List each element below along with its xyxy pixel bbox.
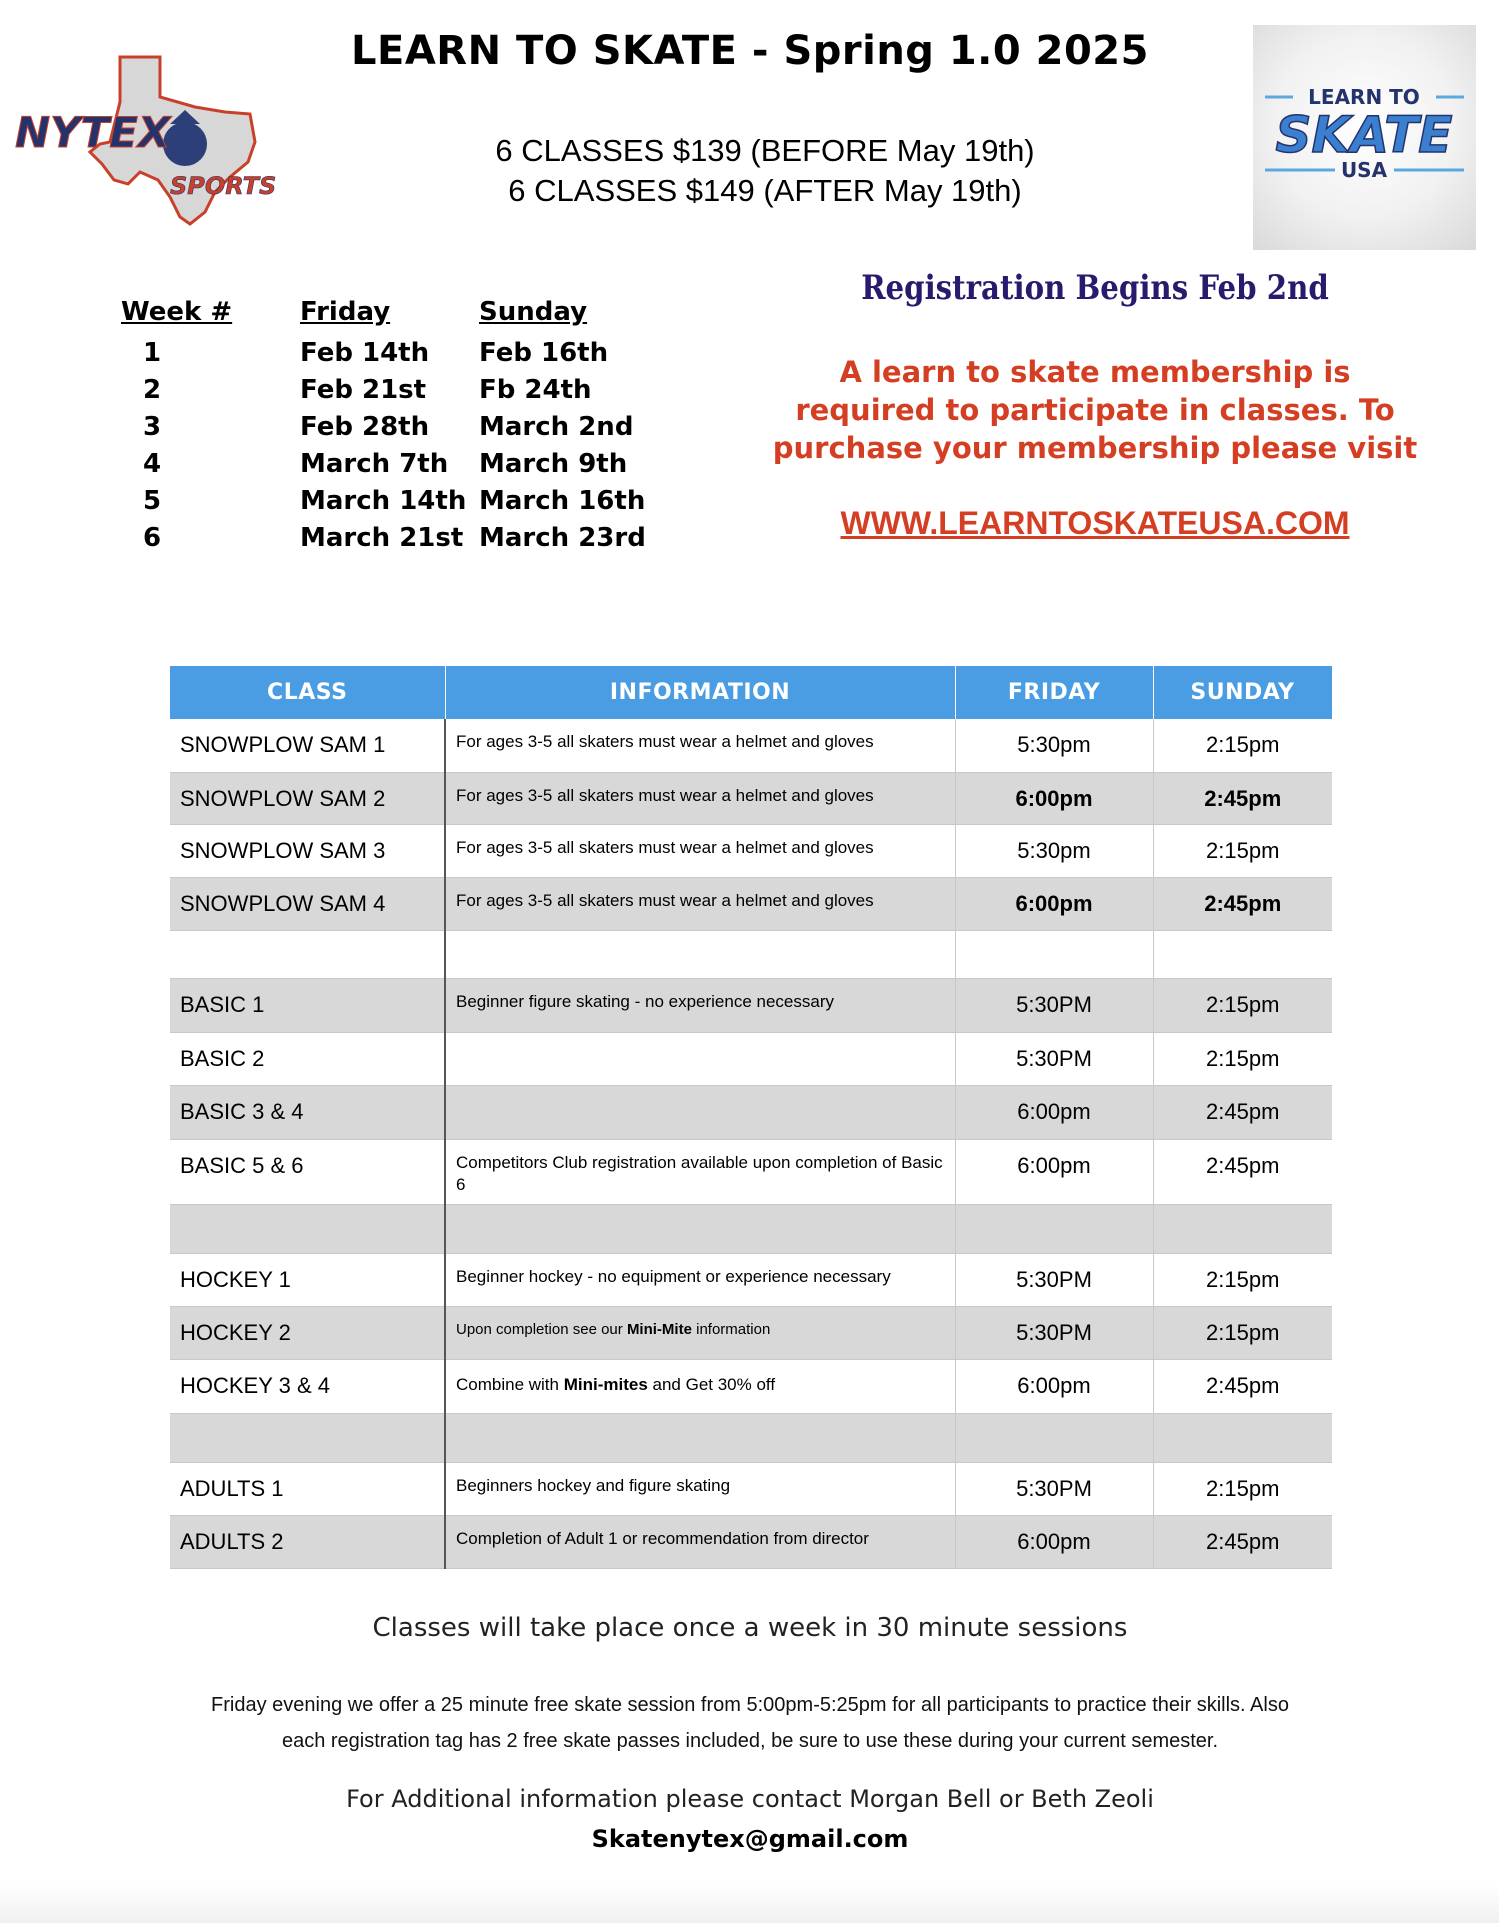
- lts-logo-mid-text: SKATE: [1275, 106, 1453, 164]
- membership-notice: [755, 353, 1435, 467]
- class-info: Beginner figure skating - no experience necessary: [445, 978, 955, 1032]
- class-name: ADULTS 1: [170, 1462, 445, 1515]
- friday-header: Friday: [300, 297, 391, 327]
- sunday-time: 2:15pm: [1153, 978, 1332, 1032]
- nytex-logo-text: NYTEX: [15, 108, 171, 157]
- friday-time: 6:00pm: [955, 1139, 1153, 1204]
- week-number: 3: [142, 412, 162, 442]
- friday-time: 5:30pm: [955, 719, 1153, 772]
- membership-line: purchase your membership please visit: [772, 431, 1418, 465]
- friday-time: 6:00pm: [955, 1359, 1153, 1413]
- table-row: [170, 719, 1332, 772]
- sunday-time: 2:45pm: [1153, 877, 1332, 930]
- sunday-time: 2:45pm: [1153, 1085, 1332, 1139]
- sunday-time: 2:15pm: [1153, 1306, 1332, 1359]
- class-name: SNOWPLOW SAM 3: [170, 824, 445, 877]
- contact-note: For Additional information please contact Morgan Bell or Beth Zeoli: [346, 1785, 1154, 1813]
- class-name: BASIC 5 & 6: [170, 1139, 445, 1204]
- free-skate-line: each registration tag has 2 free skate passes included, be sure to use these during your current semester.: [281, 1730, 1219, 1752]
- table-row: [170, 1462, 1332, 1515]
- week-sunday-date: Fb 24th: [479, 375, 592, 405]
- week-number: 6: [142, 523, 162, 553]
- page-title: LEARN TO SKATE - Spring 1.0 2025: [351, 28, 1149, 74]
- friday-time: 6:00pm: [955, 1085, 1153, 1139]
- free-skate-line: Friday evening we offer a 25 minute free skate session from 5:00pm-5:25pm for all participants to practice their skills. Also: [211, 1694, 1289, 1716]
- friday-time: 6:00pm: [955, 877, 1153, 930]
- sunday-time: 2:45pm: [1153, 1139, 1332, 1204]
- sunday-time: 2:15pm: [1153, 1032, 1332, 1085]
- class-info: For ages 3-5 all skaters must wear a helmet and gloves: [445, 877, 955, 930]
- table-row: [170, 1306, 1332, 1359]
- membership-line: A learn to skate membership is: [839, 355, 1351, 389]
- friday-time: 6:00pm: [955, 772, 1153, 824]
- sunday-time: 2:45pm: [1153, 1515, 1332, 1568]
- nytex-sports-logo: [10, 52, 310, 227]
- week-friday-date: March 21st: [300, 523, 464, 553]
- class-info: [445, 1032, 955, 1085]
- friday-time: 5:30PM: [955, 1032, 1153, 1085]
- week-friday-date: Feb 21st: [300, 375, 427, 405]
- lts-logo-bottom-text: USA: [1340, 158, 1388, 182]
- class-name: HOCKEY 3 & 4: [170, 1359, 445, 1413]
- week-number: 2: [142, 375, 162, 405]
- spacer-row: [170, 930, 1332, 978]
- price-before: 6 CLASSES $139 (BEFORE May 19th): [495, 133, 1035, 168]
- class-name: BASIC 3 & 4: [170, 1085, 445, 1139]
- class-info: For ages 3-5 all skaters must wear a helmet and gloves: [445, 719, 955, 772]
- table-row: [170, 1515, 1332, 1568]
- class-info: Competitors Club registration available upon completion of Basic 6: [445, 1139, 955, 1204]
- friday-time: 5:30PM: [955, 1253, 1153, 1306]
- week-friday-date: March 14th: [300, 486, 467, 516]
- class-name: BASIC 1: [170, 978, 445, 1032]
- class-info: [445, 1306, 955, 1359]
- friday-time: 5:30PM: [955, 1462, 1153, 1515]
- class-schedule-table: [170, 666, 1333, 1569]
- table-header-row: [170, 666, 1332, 719]
- sessions-note: Classes will take place once a week in 30 minute sessions: [372, 1613, 1128, 1643]
- info-text: Upon completion see our: [456, 1320, 627, 1338]
- table-row: [170, 1032, 1332, 1085]
- week-sunday-date: March 2nd: [479, 412, 634, 442]
- class-info: [445, 1085, 955, 1139]
- registration-begins: Registration Begins Feb 2nd: [861, 268, 1329, 308]
- class-info: For ages 3-5 all skaters must wear a helmet and gloves: [445, 824, 955, 877]
- week-number: 5: [142, 486, 162, 516]
- class-info: [445, 1359, 955, 1413]
- table-row: [170, 824, 1332, 877]
- sunday-time: 2:45pm: [1153, 772, 1332, 824]
- texas-outline-icon: [10, 52, 310, 227]
- info-text: and Get 30% off: [647, 1374, 776, 1394]
- week-sunday-date: Feb 16th: [479, 338, 609, 368]
- table-row: [170, 877, 1332, 930]
- information-column-header: INFORMATION: [445, 666, 955, 719]
- sunday-time: 2:45pm: [1153, 1359, 1332, 1413]
- contact-email[interactable]: Skatenytex@gmail.com: [591, 1825, 909, 1853]
- sunday-time: 2:15pm: [1153, 719, 1332, 772]
- sunday-time: 2:15pm: [1153, 824, 1332, 877]
- friday-column-header: FRIDAY: [955, 666, 1153, 719]
- price-after: 6 CLASSES $149 (AFTER May 19th): [508, 173, 1022, 208]
- week-friday-date: Feb 14th: [300, 338, 430, 368]
- table-row: [170, 1139, 1332, 1204]
- class-name: SNOWPLOW SAM 4: [170, 877, 445, 930]
- week-number: 4: [142, 449, 162, 479]
- table-row: [170, 978, 1332, 1032]
- table-row: [170, 772, 1332, 824]
- class-name: SNOWPLOW SAM 1: [170, 719, 445, 772]
- friday-time: 6:00pm: [955, 1515, 1153, 1568]
- class-name: HOCKEY 1: [170, 1253, 445, 1306]
- week-sunday-date: March 9th: [479, 449, 628, 479]
- week-friday-date: March 7th: [300, 449, 449, 479]
- sunday-header: Sunday: [479, 297, 588, 327]
- table-row: [170, 1085, 1332, 1139]
- week-number: 1: [142, 338, 162, 368]
- page-bottom-edge: [0, 1885, 1499, 1923]
- friday-time: 5:30pm: [955, 824, 1153, 877]
- sports-logo-text: SPORTS: [170, 172, 277, 200]
- learn-to-skate-usa-logo: [1253, 25, 1476, 250]
- spacer-row: [170, 1204, 1332, 1253]
- class-info: Beginners hockey and figure skating: [445, 1462, 955, 1515]
- friday-time: 5:30PM: [955, 978, 1153, 1032]
- class-name: BASIC 2: [170, 1032, 445, 1085]
- lts-logo-top-text: LEARN TO: [1308, 85, 1420, 109]
- friday-time: 5:30PM: [955, 1306, 1153, 1359]
- week-sunday-date: March 16th: [479, 486, 646, 516]
- info-text: Combine with: [456, 1374, 564, 1394]
- table-row: [170, 1253, 1332, 1306]
- mini-mite-emphasis: Mini-Mite: [626, 1320, 692, 1338]
- class-info: For ages 3-5 all skaters must wear a helmet and gloves: [445, 772, 955, 824]
- spacer-row: [170, 1413, 1332, 1462]
- class-name: SNOWPLOW SAM 2: [170, 772, 445, 824]
- week-sunday-date: March 23rd: [479, 523, 646, 553]
- sunday-time: 2:15pm: [1153, 1462, 1332, 1515]
- class-info: Beginner hockey - no equipment or experience necessary: [445, 1253, 955, 1306]
- week-friday-date: Feb 28th: [300, 412, 430, 442]
- sunday-column-header: SUNDAY: [1153, 666, 1332, 719]
- info-text: information: [691, 1320, 771, 1338]
- table-row: [170, 1359, 1332, 1413]
- class-column-header: CLASS: [170, 666, 445, 719]
- class-info: Completion of Adult 1 or recommendation from director: [445, 1515, 955, 1568]
- membership-line: required to participate in classes. To: [795, 393, 1395, 427]
- class-name: ADULTS 2: [170, 1515, 445, 1568]
- sunday-time: 2:15pm: [1153, 1253, 1332, 1306]
- learn-to-skate-url-link[interactable]: WWW.LEARNTOSKATEUSA.COM: [840, 505, 1350, 541]
- mini-mites-emphasis: Mini-mites: [563, 1374, 648, 1394]
- free-skate-note: [180, 1687, 1320, 1759]
- class-name: HOCKEY 2: [170, 1306, 445, 1359]
- week-header: Week #: [121, 297, 233, 327]
